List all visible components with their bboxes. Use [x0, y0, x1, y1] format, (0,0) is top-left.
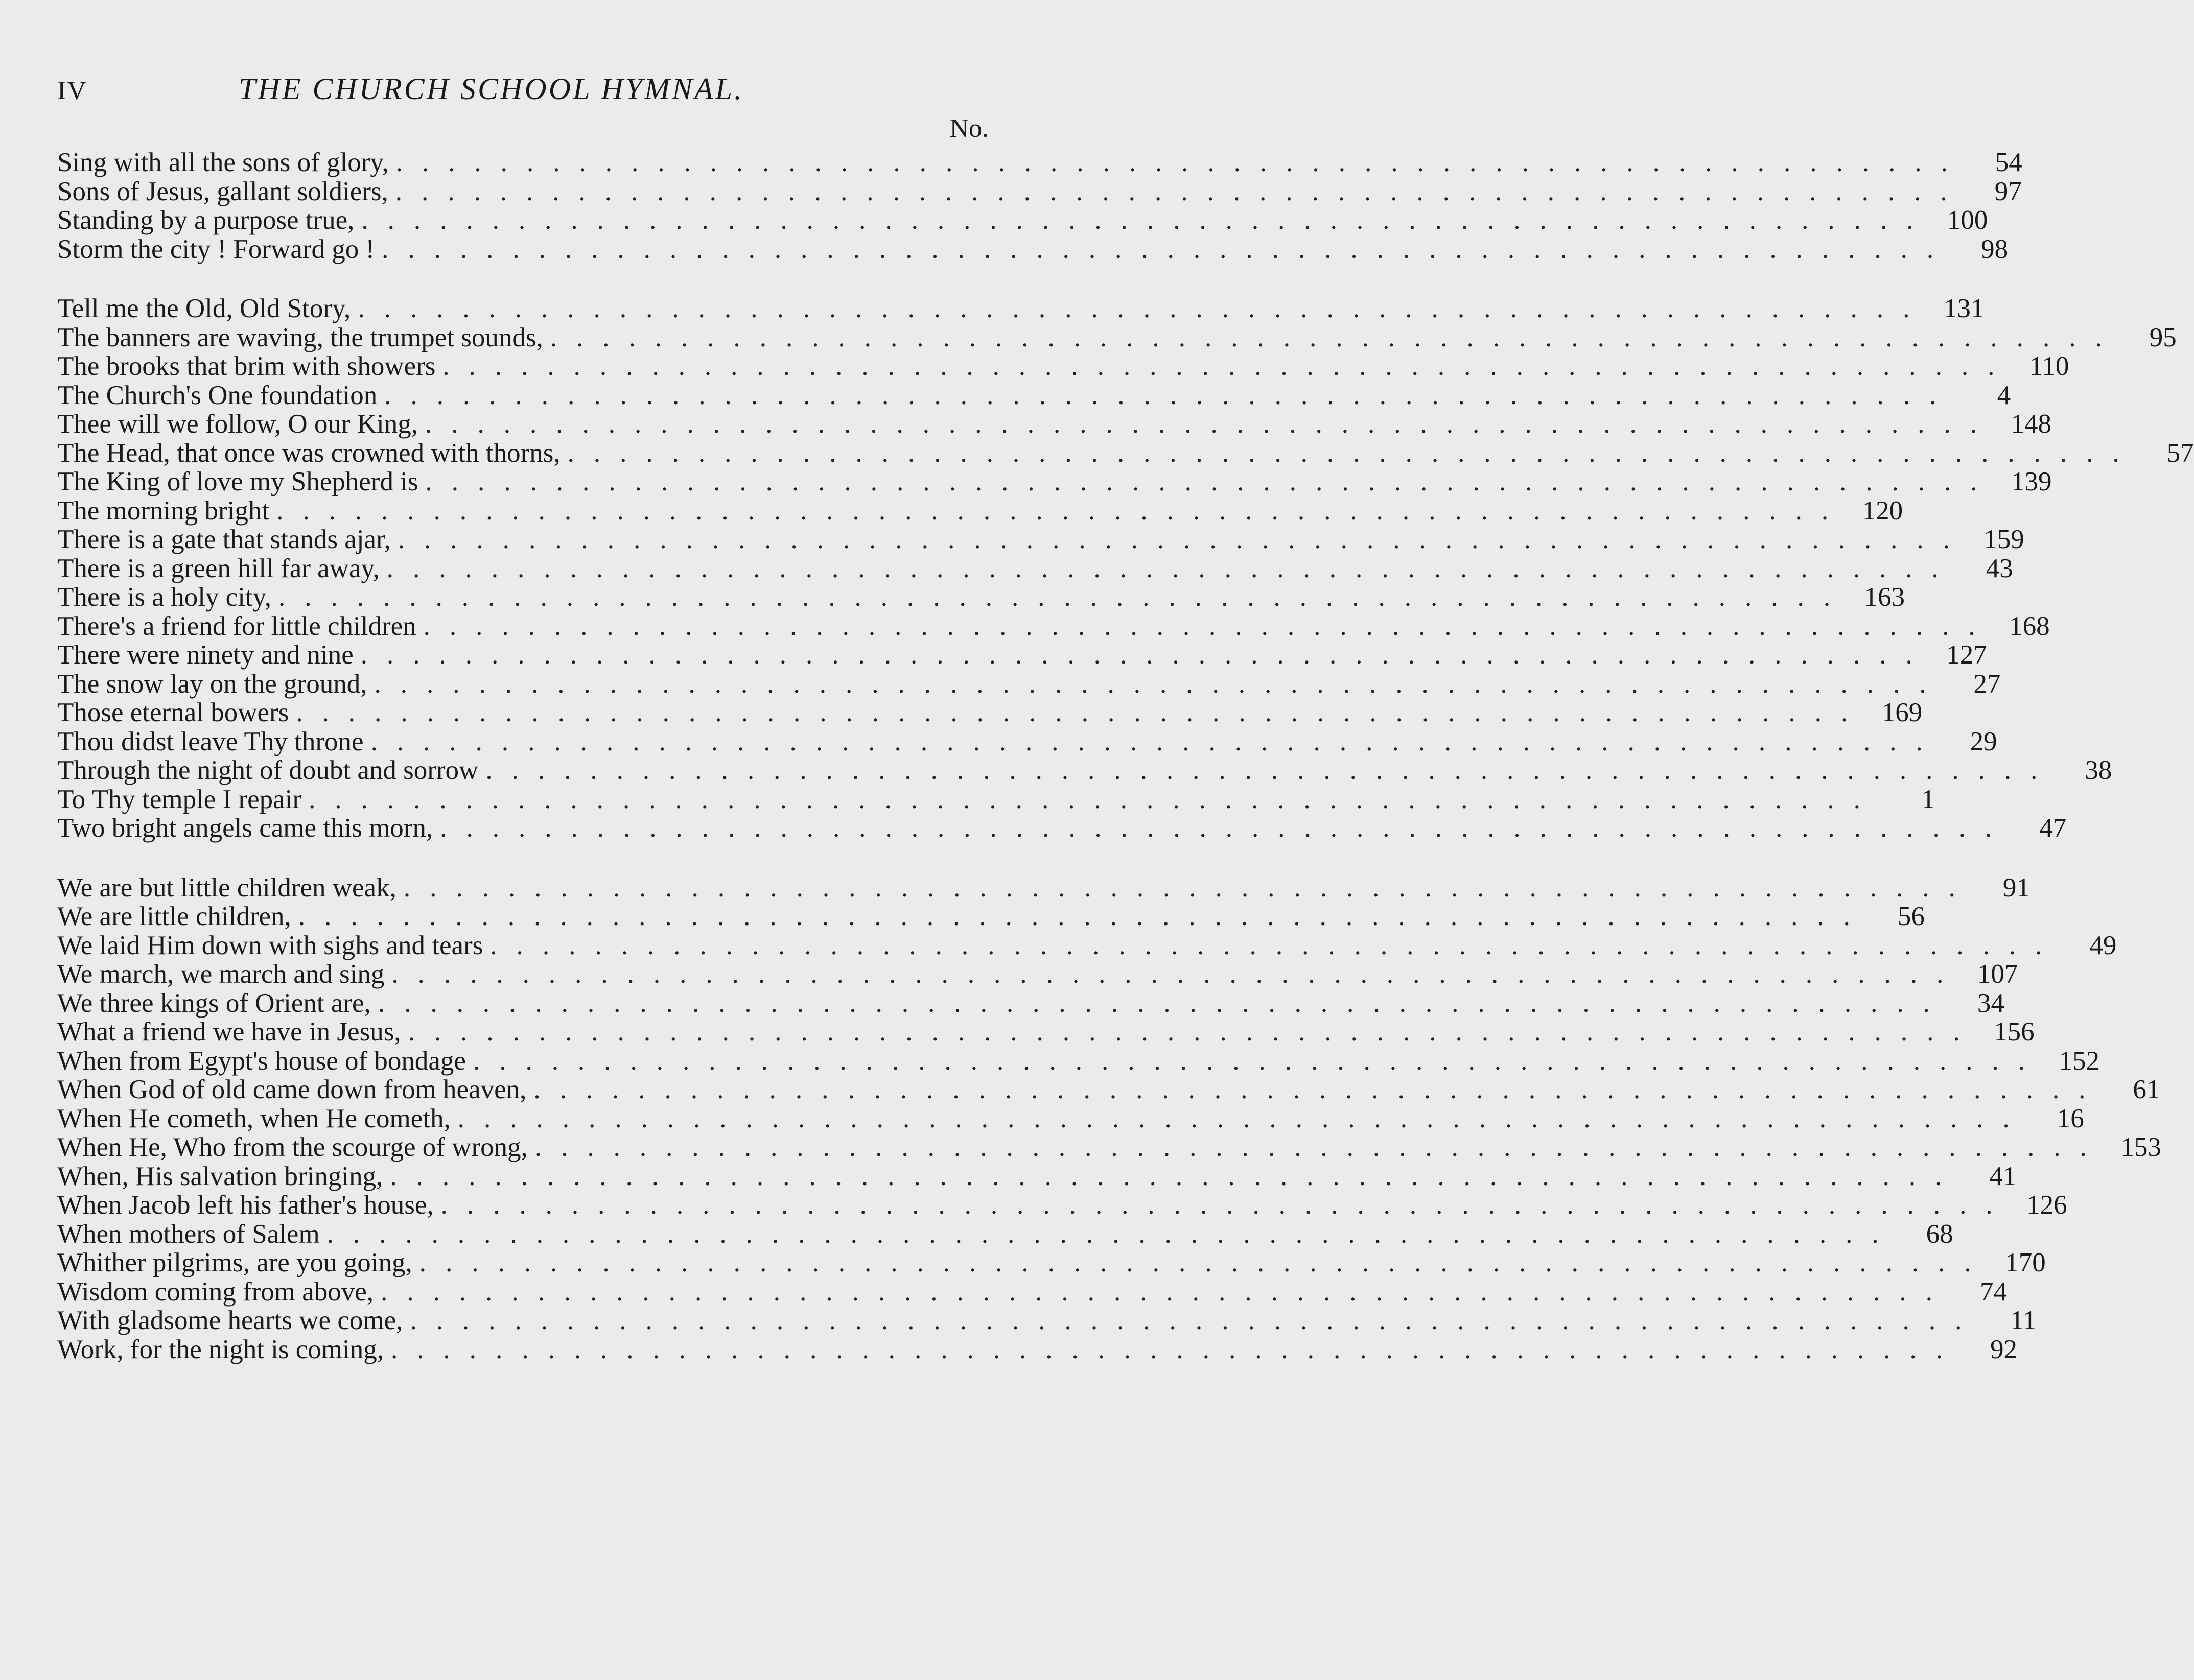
dot-leader: ............................................................ — [419, 1248, 1991, 1277]
index-entry — [57, 525, 2024, 554]
hymn-title: The Head, that once was crowned with thorns, — [57, 438, 561, 468]
hymn-number: 74 — [1980, 1276, 2008, 1307]
dot-leader: ............................................................ — [384, 380, 1956, 410]
hymn-number: 38 — [2085, 755, 2112, 785]
index-entry — [57, 755, 2112, 785]
hymn-title: Two bright angels came this morn, — [57, 813, 433, 843]
hymn-title: The brooks that brim with showers — [57, 351, 436, 381]
index-entry — [57, 582, 1905, 612]
hymn-number: 139 — [2011, 467, 2052, 496]
dot-leader: ............................................................ — [382, 234, 1953, 264]
hymn-title: There is a holy city, — [57, 582, 271, 612]
hymn-number: 168 — [2009, 611, 2050, 641]
hymn-number: 107 — [1977, 959, 2018, 989]
hymn-number: 54 — [1995, 148, 2022, 177]
hymn-number: 56 — [1897, 902, 1925, 931]
number-column-heading: No. — [949, 114, 989, 143]
dot-leader: ............................................................ — [485, 755, 2057, 785]
hymn-title: We laid Him down with sighs and tears — [57, 930, 483, 960]
hymn-title: Through the night of doubt and sorrow — [57, 755, 479, 785]
hymn-number: 61 — [2133, 1075, 2160, 1104]
hymn-title: When mothers of Salem — [57, 1219, 320, 1249]
index-group — [57, 294, 2194, 843]
hymn-title: There were ninety and nine — [57, 640, 354, 670]
index-entry — [57, 988, 2004, 1018]
dot-leader: ............................................................ — [440, 1190, 2012, 1220]
index-entry — [57, 698, 1923, 727]
hymn-number: 16 — [2057, 1103, 2084, 1133]
index-entry — [57, 1103, 2084, 1133]
dot-leader: ............................................................ — [403, 872, 1975, 903]
hymn-number: 97 — [1994, 176, 2022, 206]
index-entry — [57, 234, 2009, 264]
hymn-title: We are little children, — [57, 902, 291, 931]
index-entry — [57, 959, 2018, 989]
index-entry — [57, 784, 1935, 814]
dot-leader: ............................................................ — [391, 959, 1963, 989]
dot-leader: ............................................................ — [360, 640, 1932, 670]
hymn-title: Whither pilgrims, are you going, — [57, 1248, 412, 1277]
index-entry — [57, 1276, 2008, 1307]
index-entry — [57, 176, 2022, 206]
dot-leader: ............................................................ — [534, 1132, 2106, 1162]
dot-leader: ............................................................ — [533, 1075, 2105, 1104]
index-entry — [57, 495, 1903, 526]
hymn-title: The snow lay on the ground, — [57, 669, 367, 699]
dot-leader: ............................................................ — [398, 525, 1969, 554]
dot-leader: ............................................................ — [296, 698, 1868, 727]
index-entry — [57, 1334, 2018, 1364]
index-entry — [57, 148, 2022, 177]
hymn-title: Standing by a purpose true, — [57, 205, 355, 235]
hymn-title: Sons of Jesus, gallant soldiers, — [57, 176, 388, 206]
dot-leader: ............................................................ — [490, 930, 2062, 960]
index-entry — [57, 1248, 2046, 1277]
index-entry — [57, 380, 2011, 410]
dot-leader: ............................................................ — [550, 322, 2121, 352]
index-entry — [57, 930, 2117, 960]
hymn-title: There is a green hill far away, — [57, 553, 380, 583]
index-entry — [57, 669, 2001, 699]
index-entry — [57, 726, 1997, 756]
hymn-title: There is a gate that stands ajar, — [57, 525, 391, 554]
hymn-title: When, His salvation bringing, — [57, 1161, 383, 1191]
hymn-title: Those eternal bowers — [57, 698, 289, 727]
dot-leader: ............................................................ — [425, 409, 1997, 439]
hymn-title: There's a friend for little children — [57, 611, 416, 641]
index-entry — [57, 1017, 2035, 1047]
hymn-title: Thou didst leave Thy throne — [57, 726, 364, 756]
hymn-number: 163 — [1864, 582, 1905, 612]
dot-leader: ............................................................ — [374, 669, 1946, 699]
hymn-title: The Church's One foundation — [57, 380, 378, 410]
hymn-number: 170 — [2005, 1248, 2046, 1277]
hymn-title: Sing with all the sons of glory, — [57, 148, 389, 177]
hymn-number: 91 — [2002, 872, 2030, 903]
dot-leader: ............................................................ — [298, 902, 1870, 931]
dot-leader: ............................................................ — [386, 553, 1958, 583]
hymn-number: 34 — [1977, 988, 2004, 1018]
hymn-title: Work, for the night is coming, — [57, 1334, 384, 1364]
hymn-number: 49 — [2089, 930, 2117, 960]
hymn-title: We march, we march and sing — [57, 959, 385, 989]
hymn-number: 29 — [1970, 726, 1997, 756]
book-title: THE CHURCH SCHOOL HYMNAL. — [239, 72, 744, 106]
hymn-title: Tell me the Old, Old Story, — [57, 294, 351, 323]
dot-leader: ............................................................ — [309, 784, 1880, 814]
hymn-number: 127 — [1946, 640, 1987, 670]
dot-leader: ............................................................ — [370, 726, 1942, 756]
running-header — [57, 72, 992, 112]
index-entry — [57, 872, 2030, 903]
hymn-title: What a friend we have in Jesus, — [57, 1017, 401, 1047]
dot-leader: ............................................................ — [410, 1306, 1981, 1335]
index-entry — [57, 1190, 2067, 1220]
hymn-number: 110 — [2029, 351, 2069, 381]
index-entry — [57, 813, 2067, 843]
dot-leader: ............................................................ — [361, 205, 1933, 235]
hymn-number: 100 — [1947, 205, 1988, 235]
page-number: IV — [57, 76, 87, 105]
hymn-number: 126 — [2026, 1190, 2067, 1220]
hymn-title: When Jacob left his father's house, — [57, 1190, 434, 1220]
hymn-title: When He, Who from the scourge of wrong, — [57, 1132, 528, 1162]
index-group — [57, 872, 2161, 1364]
hymn-title: Thee will we follow, O our King, — [57, 409, 418, 439]
index-entry — [57, 351, 2069, 381]
dot-leader: ............................................................ — [425, 467, 1997, 496]
hymn-title: The King of love my Shepherd is — [57, 467, 418, 496]
index-entry — [57, 1161, 2017, 1191]
dot-leader: ............................................................ — [378, 988, 1949, 1018]
dot-leader: ............................................................ — [440, 813, 2012, 843]
index-entry — [57, 438, 2194, 468]
index-entry — [57, 1132, 2161, 1162]
hymn-number: 11 — [2010, 1306, 2037, 1335]
hymn-title: The banners are waving, the trumpet sounds, — [57, 322, 543, 352]
hymn-number: 148 — [2011, 409, 2052, 439]
hymn-title: Wisdom coming from above, — [57, 1276, 374, 1307]
dot-leader: ............................................................ — [395, 148, 1967, 177]
hymn-number: 41 — [1989, 1161, 2017, 1191]
index-entry — [57, 1306, 2037, 1335]
index-entry — [57, 205, 1988, 235]
dot-leader: ............................................................ — [423, 611, 1995, 641]
hymn-number: 92 — [1990, 1334, 2018, 1364]
hymn-index — [57, 148, 2194, 1394]
hymn-title: Storm the city ! Forward go ! — [57, 234, 375, 264]
hymn-number: 4 — [1997, 380, 2011, 410]
dot-leader: ............................................................ — [326, 1219, 1898, 1249]
hymn-title: When from Egypt's house of bondage — [57, 1046, 466, 1076]
dot-leader: ............................................................ — [276, 495, 1848, 526]
dot-leader: ............................................................ — [457, 1103, 2029, 1133]
dot-leader: ............................................................ — [391, 1334, 1963, 1364]
index-entry — [57, 409, 2052, 439]
hymn-number: 27 — [1973, 669, 2001, 699]
hymn-number: 57 — [2166, 438, 2194, 468]
dot-leader: ............................................................ — [358, 294, 1929, 323]
hymn-title: We three kings of Orient are, — [57, 988, 371, 1018]
hymn-number: 98 — [1981, 234, 2009, 264]
dot-leader: ............................................................ — [381, 1276, 1952, 1307]
hymn-number: 169 — [1881, 698, 1923, 727]
index-group — [57, 148, 2022, 264]
dot-leader: ............................................................ — [567, 438, 2139, 468]
hymn-number: 120 — [1862, 495, 1903, 526]
index-entry — [57, 902, 1925, 931]
index-entry — [57, 467, 2052, 496]
hymn-title: We are but little children weak, — [57, 872, 396, 903]
hymn-number: 68 — [1926, 1219, 1953, 1249]
index-entry — [57, 1075, 2160, 1104]
index-entry — [57, 1046, 2099, 1076]
dot-leader: ............................................................ — [395, 176, 1967, 206]
hymn-title: When He cometh, when He cometh, — [57, 1103, 451, 1133]
hymn-number: 43 — [1986, 553, 2013, 583]
dot-leader: ............................................................ — [408, 1017, 1979, 1047]
dot-leader: ............................................................ — [442, 351, 2014, 381]
hymn-number: 95 — [2149, 322, 2177, 352]
dot-leader: ............................................................ — [278, 582, 1850, 612]
index-entry — [57, 553, 2013, 583]
hymn-number: 1 — [1921, 784, 1935, 814]
dot-leader: ............................................................ — [390, 1161, 1962, 1191]
hymn-title: With gladsome hearts we come, — [57, 1306, 403, 1335]
index-entry — [57, 611, 2050, 641]
hymn-number: 152 — [2059, 1046, 2099, 1076]
index-entry — [57, 1219, 1953, 1249]
dot-leader: ............................................................ — [473, 1046, 2044, 1076]
hymn-title: The morning bright — [57, 495, 270, 526]
hymn-title: When God of old came down from heaven, — [57, 1075, 527, 1104]
hymn-number: 47 — [2039, 813, 2067, 843]
hymn-number: 156 — [1994, 1017, 2035, 1047]
hymn-number: 153 — [2120, 1132, 2161, 1162]
hymn-title: To Thy temple I repair — [57, 784, 302, 814]
index-entry — [57, 322, 2177, 352]
hymn-number: 159 — [1983, 525, 2024, 554]
index-entry — [57, 640, 1987, 670]
hymn-number: 131 — [1943, 294, 1985, 323]
index-entry — [57, 294, 1985, 323]
